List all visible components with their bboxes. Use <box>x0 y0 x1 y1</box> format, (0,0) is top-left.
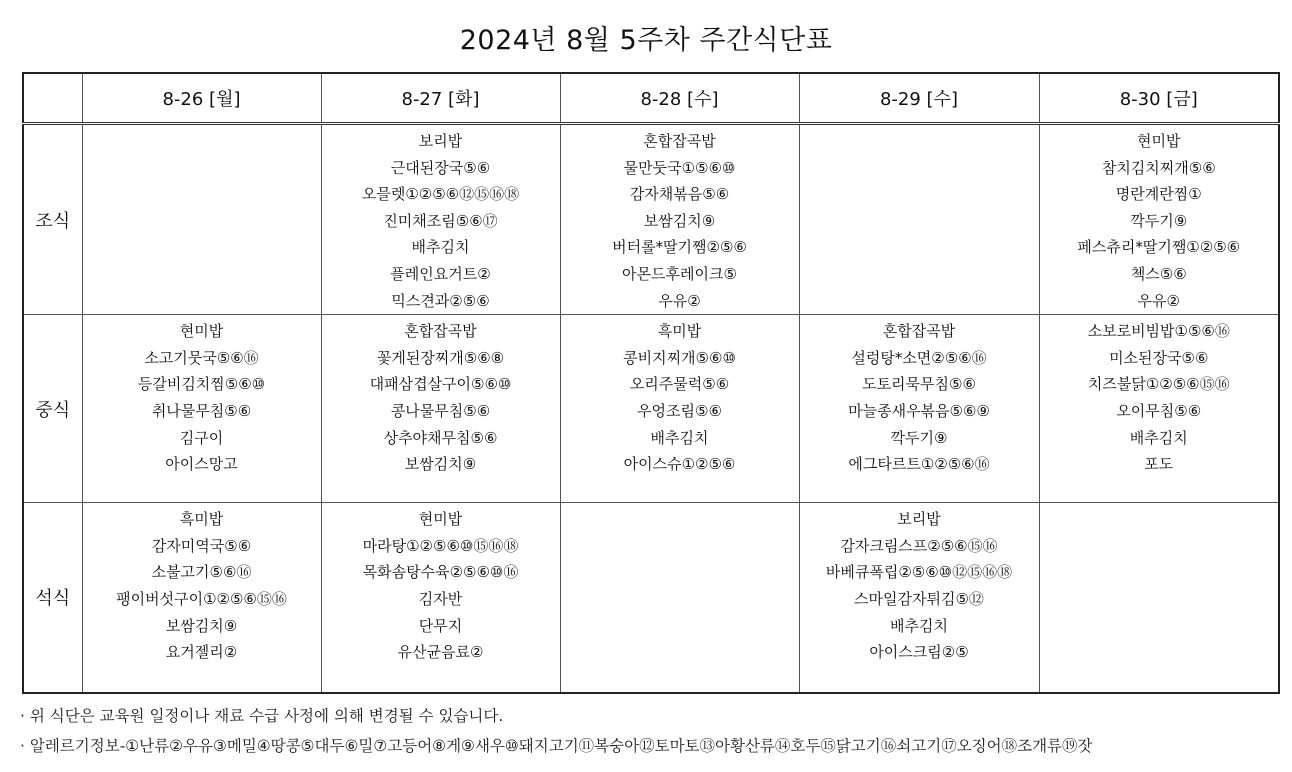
menu-item: 소고기뭇국⑤⑥⑯ <box>144 348 259 367</box>
day-header: 8-30 [금] <box>1039 73 1279 124</box>
day-header: 8-27 [화] <box>321 73 560 124</box>
menu-item: 우유② <box>658 291 701 310</box>
menu-item: 대패삼겹살구이⑤⑥⑩ <box>369 375 512 394</box>
menu-item: 마늘종새우볶음⑤⑥⑨ <box>848 401 990 420</box>
menu-item: 페스츄리*딸기쨈①②⑤⑥ <box>1077 238 1241 257</box>
menu-cell <box>560 503 799 693</box>
menu-item: 꽃게된장찌개⑤⑥⑧ <box>376 348 505 367</box>
meal-row <box>23 124 1279 315</box>
menu-item: 현미밥 <box>418 510 463 529</box>
day-header: 8-28 [수] <box>560 73 799 124</box>
menu-item: 배추김치 <box>1129 428 1188 447</box>
menu-cell <box>799 315 1039 503</box>
menu-item: 소보로비빔밥①⑤⑥⑯ <box>1087 322 1230 341</box>
menu-item: 깍두기⑨ <box>890 428 948 447</box>
menu-item: 보쌈김치⑨ <box>404 455 477 474</box>
menu-item: 플레인요거트② <box>390 264 491 283</box>
menu-cell <box>82 503 321 693</box>
header-row <box>23 73 1279 124</box>
menu-item: 감자크림스프②⑤⑥⑮⑯ <box>840 536 998 555</box>
menu-item: 김자반 <box>418 589 463 608</box>
menu-item: 물만둣국①⑤⑥⑩ <box>623 158 736 177</box>
menu-item: 배추김치 <box>890 616 948 635</box>
menu-item: 버터롤*딸기쨈②⑤⑥ <box>612 238 747 257</box>
menu-item: 흑미밥 <box>179 510 224 529</box>
menu-item: 오믈렛①②⑤⑥⑫⑮⑯⑱ <box>361 185 520 204</box>
menu-item: 오이무침⑤⑥ <box>1116 401 1202 420</box>
menu-item: 팽이버섯구이①②⑤⑥⑮⑯ <box>116 589 287 608</box>
page-title: 2024년 8월 5주차 주간식단표 <box>459 25 833 56</box>
footnotes <box>20 702 1093 762</box>
menu-cell <box>82 124 321 315</box>
menu-item: 김구이 <box>179 428 224 447</box>
menu-item: 오리주물럭⑤⑥ <box>629 375 730 394</box>
menu-cell <box>321 124 560 315</box>
menu-item: 보쌈김치⑨ <box>165 616 238 635</box>
menu-item: 현미밥 <box>1137 132 1181 150</box>
menu-item: 혼합잡곡밥 <box>643 132 716 150</box>
menu-item: 첵스⑤⑥ <box>1130 264 1187 283</box>
menu-item: 바베큐폭립②⑤⑥⑩⑫⑮⑯⑱ <box>825 563 1013 582</box>
menu-item: 보리밥 <box>897 510 941 529</box>
menu-item: 배추김치 <box>650 428 709 447</box>
menu-item: 명란계란찜① <box>1115 185 1202 204</box>
menu-item: 설렁탕*소면②⑤⑥⑯ <box>851 348 987 367</box>
menu-item: 근대된장국⑤⑥ <box>390 158 491 177</box>
menu-item: 에그타르트①②⑤⑥⑯ <box>848 455 990 474</box>
menu-item: 혼합잡곡밥 <box>404 322 477 341</box>
meal-row <box>23 503 1279 693</box>
menu-item: 배추김치 <box>411 238 470 257</box>
day-header: 8-26 [월] <box>82 73 321 124</box>
menu-item: 보쌈김치⑨ <box>643 211 716 230</box>
menu-item: 요거젤리② <box>165 643 238 662</box>
menu-item: 현미밥 <box>179 322 224 341</box>
menu-cell <box>799 503 1039 693</box>
menu-item: 등갈비김치찜⑤⑥⑩ <box>137 375 266 394</box>
menu-item: 미소된장국⑤⑥ <box>1109 348 1209 367</box>
meal-label: 중식 <box>23 315 82 503</box>
menu-item: 콩나물무침⑤⑥ <box>390 401 491 420</box>
menu-item: 도토리묵무침⑤⑥ <box>862 375 976 394</box>
menu-item: 우엉조림⑤⑥ <box>637 401 722 420</box>
menu-item: 유산균음료② <box>397 643 484 662</box>
menu-cell <box>1039 124 1279 315</box>
menu-item: 아이스슈①②⑤⑥ <box>623 455 736 474</box>
menu-cell <box>560 315 799 503</box>
menu-item: 아이스크림②⑤ <box>869 643 969 662</box>
menu-item: 혼합잡곡밥 <box>882 322 956 341</box>
menu-cell <box>1039 315 1279 503</box>
menu-cell <box>321 503 560 693</box>
note-schedule-change: · 위 식단은 교육원 일정이나 재료 수급 사정에 의해 변경될 수 있습니다. <box>20 707 504 725</box>
menu-item: 아몬드후레이크⑤ <box>622 264 737 283</box>
day-header: 8-29 [수] <box>799 73 1039 124</box>
menu-item: 아이스망고 <box>165 455 238 474</box>
menu-item: 취나물무침⑤⑥ <box>151 401 252 420</box>
menu-cell <box>560 124 799 315</box>
meal-label: 석식 <box>23 503 82 693</box>
menu-cell <box>82 315 321 503</box>
menu-item: 우유② <box>1137 291 1180 310</box>
menu-item: 진미채조림⑤⑥⑰ <box>383 211 498 230</box>
weekly-menu-table <box>22 72 1280 694</box>
menu-item: 단무지 <box>418 616 463 635</box>
menu-item: 콩비지찌개⑤⑥⑩ <box>623 348 736 367</box>
menu-item: 깍두기⑨ <box>1130 211 1188 230</box>
menu-item: 포도 <box>1144 455 1174 474</box>
menu-cell <box>1039 503 1279 693</box>
menu-item: 감자채볶음⑤⑥ <box>629 185 730 204</box>
menu-item: 스마일감자튀김⑤⑫ <box>854 589 984 608</box>
menu-item: 참치김치찌개⑤⑥ <box>1101 158 1216 177</box>
corner-cell <box>23 73 82 124</box>
note-allergy-info: · 알레르기정보-①난류②우유③메밀④땅콩⑤대두⑥밀⑦고등어⑧게⑨새우⑩돼지고기⑪복숭아⑫토마토⑬아황산류⑭호두⑮닭고기⑯쇠고기⑰오징어⑱조개류⑲잣 <box>20 737 1093 755</box>
meal-label: 조식 <box>23 124 82 315</box>
menu-item: 마라탕①②⑤⑥⑩⑮⑯⑱ <box>362 536 519 555</box>
menu-cell <box>321 315 560 503</box>
menu-cell <box>799 124 1039 315</box>
meal-row <box>23 315 1279 503</box>
menu-item: 보리밥 <box>418 132 463 150</box>
menu-item: 소불고기⑤⑥⑯ <box>151 563 252 582</box>
menu-item: 목화솜탕수육②⑤⑥⑩⑯ <box>362 563 519 582</box>
menu-item: 치즈불닭①②⑤⑥⑮⑯ <box>1087 375 1230 394</box>
menu-item: 믹스견과②⑤⑥ <box>391 291 490 310</box>
menu-item: 흑미밥 <box>657 322 702 341</box>
menu-item: 상추야채무침⑤⑥ <box>383 428 498 447</box>
menu-item: 감자미역국⑤⑥ <box>151 536 252 555</box>
